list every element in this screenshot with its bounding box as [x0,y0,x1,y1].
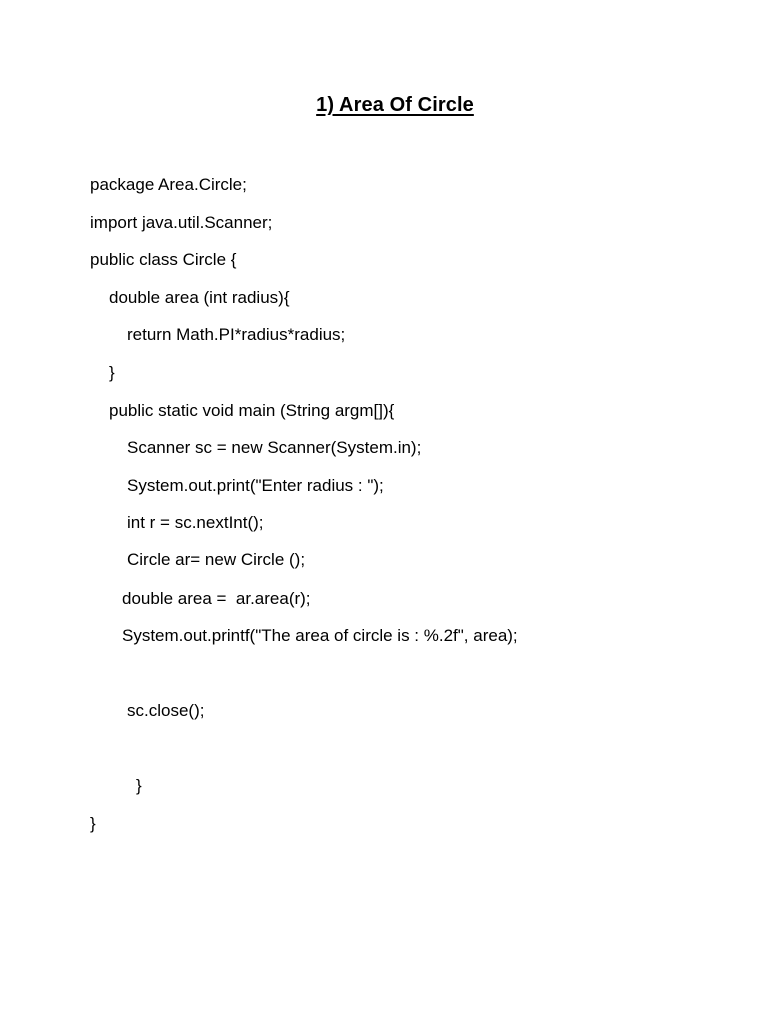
code-line-read-int: int r = sc.nextInt(); [127,513,264,532]
code-line-main-close: } [136,776,142,795]
code-line-main-method: public static void main (String argm[]){ [109,401,395,420]
code-line-compute-area: double area = ar.area(r); [122,589,311,608]
code-line-method-close: } [109,363,115,382]
code-line-close-scanner: sc.close(); [127,701,205,720]
code-line-class-declaration: public class Circle { [90,250,237,269]
code-line-area-method: double area (int radius){ [109,288,290,307]
code-line-scanner: Scanner sc = new Scanner(System.in); [127,438,422,457]
code-line-print-prompt: System.out.print("Enter radius : "); [127,476,384,495]
code-line-return: return Math.PI*radius*radius; [127,325,346,344]
code-line-import: import java.util.Scanner; [90,213,273,232]
code-line-class-close: } [90,814,96,833]
code-line-printf: System.out.printf("The area of circle is : %.2f", area); [122,626,518,645]
code-line-new-circle: Circle ar= new Circle (); [127,550,306,569]
code-line-package: package Area.Circle; [90,175,247,194]
document-title: 1) Area Of Circle [316,94,474,116]
